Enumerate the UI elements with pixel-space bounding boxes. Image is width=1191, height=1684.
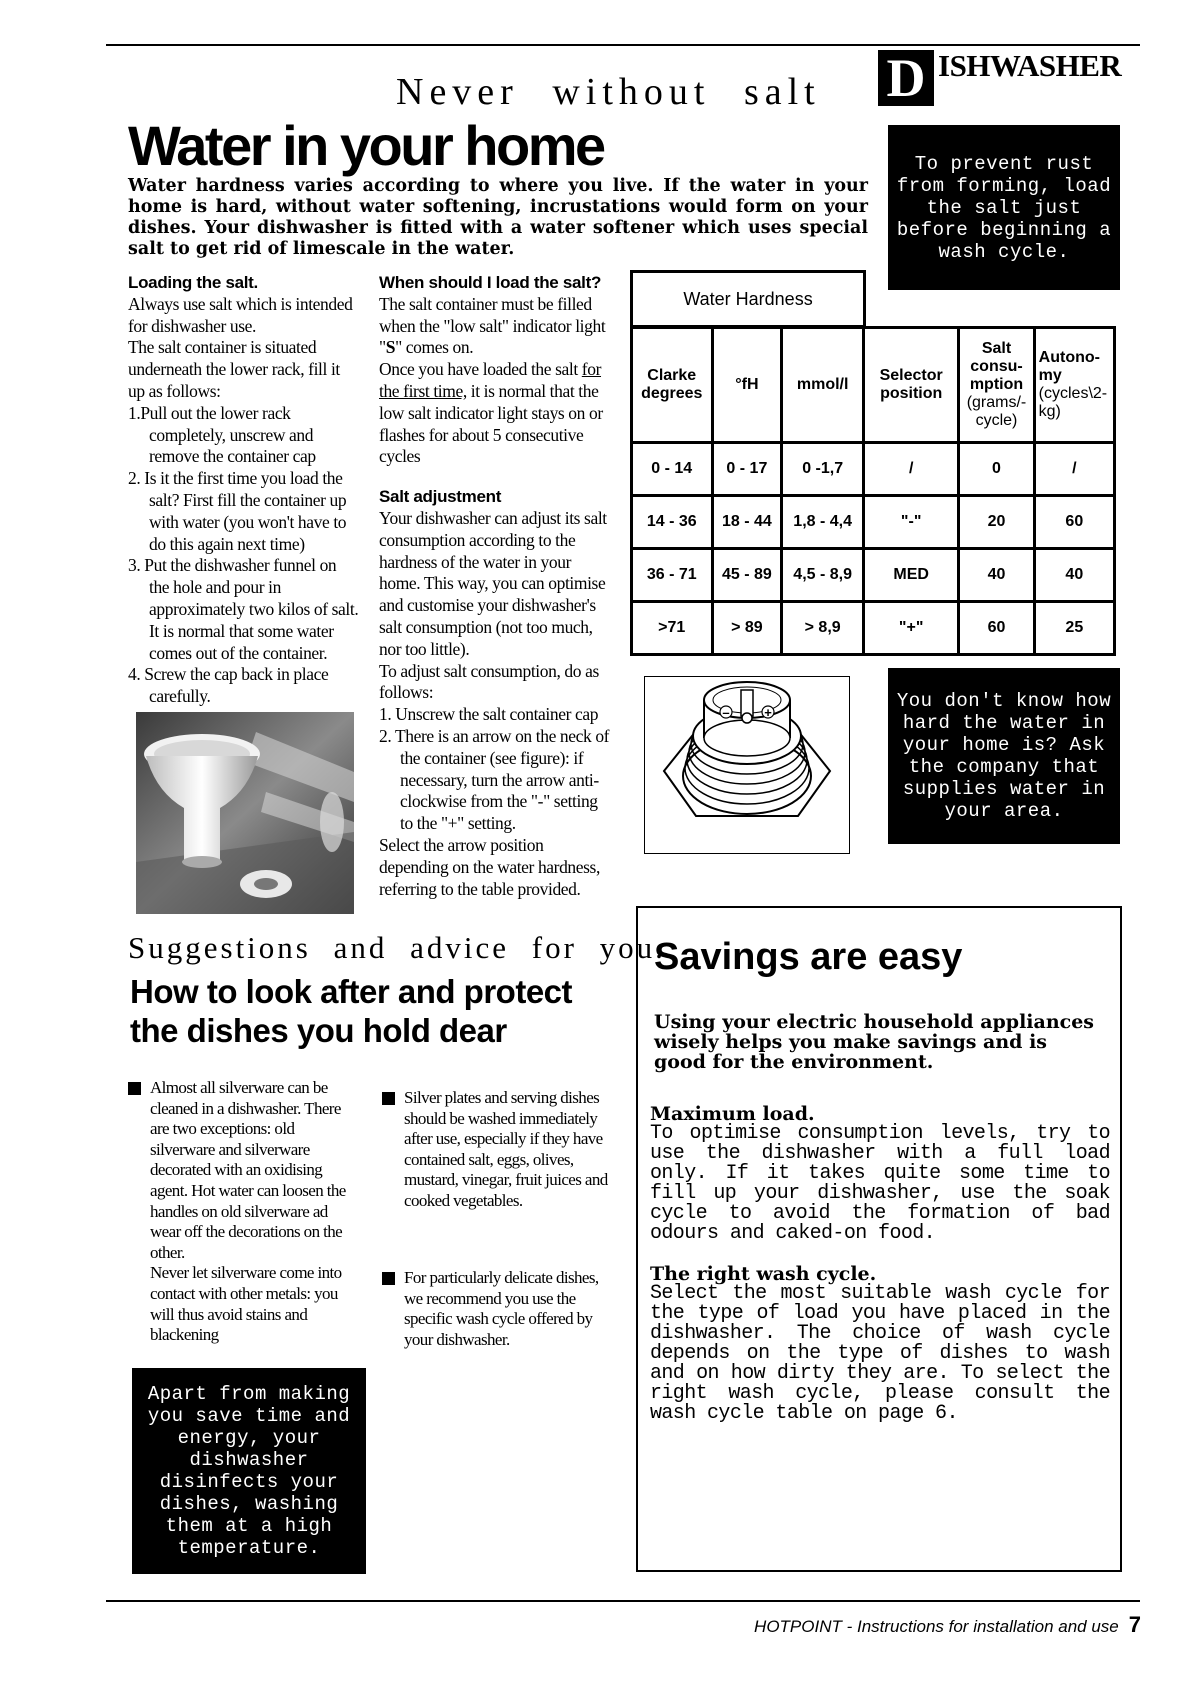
loading-p1: Always use salt which is intended for dishwasher use.	[128, 293, 353, 336]
table-cell: > 8,9	[782, 602, 864, 655]
bullet-text: For particularly delicate dishes, we recommend you use the specific wash cycle offered by your dishwasher.	[404, 1268, 599, 1349]
table-cell: 45 - 89	[712, 549, 782, 602]
footer	[754, 1612, 1141, 1638]
table-cell: 18 - 44	[712, 496, 782, 549]
adjust-heading: Salt adjustment	[379, 487, 502, 507]
silverware-bullet	[128, 1078, 360, 1346]
table-cell: /	[1034, 443, 1114, 496]
section-initial: D	[878, 50, 934, 106]
table-cell: 60	[959, 602, 1034, 655]
adjust-steps	[379, 704, 611, 835]
table-row	[632, 549, 1115, 602]
col-header: Clarke degrees	[632, 328, 713, 443]
table-cell: 36 - 71	[632, 549, 713, 602]
table-group-header: Water Hardness	[630, 270, 866, 328]
bullet-square-icon	[382, 1272, 395, 1285]
when-p1: The salt container must be filled when the "low salt" indicator light "S" comes on.	[379, 293, 606, 358]
table-cell: 14 - 36	[632, 496, 713, 549]
table-cell: 20	[959, 496, 1034, 549]
plus-mark: +	[764, 705, 772, 720]
loading-p2: The salt container is situated underneath the lower rack, fill it up as follows:	[128, 337, 340, 401]
bottom-rule	[106, 1600, 1140, 1602]
loading-heading: Loading the salt.	[128, 273, 258, 292]
max-load-heading: Maximum load.	[650, 1103, 815, 1125]
max-load-text: To optimise consumption levels, try to use the dishwasher with a full load only. If it takes quite some time to fill up your dishwasher, use the soak cycle to avoid the formation of bad odours and caked-on food.	[650, 1122, 1110, 1245]
col-header: Selector position	[864, 328, 959, 443]
when-heading: When should I load the salt?	[379, 273, 602, 292]
bullet-square-icon	[382, 1092, 395, 1105]
loading-salt-section	[128, 272, 360, 708]
table-row	[632, 443, 1115, 496]
list-item: 2. Is it the first time you load the salt? First fill the container up with water (you won't have to do this again next time)	[128, 468, 347, 554]
col-header: °fH	[712, 328, 782, 443]
savings-lead: Using your electric household appliances wisely helps you make savings and is good for the environment.	[654, 1011, 1094, 1073]
water-hardness-table	[630, 326, 1116, 656]
delicate-dishes-bullet	[382, 1268, 614, 1350]
list-item: 1. Unscrew the salt container cap	[379, 704, 599, 725]
suggestions-kicker: Suggestions and advice for you.	[128, 930, 666, 965]
note-disinfect: Apart from making you save time and energy, your dishwasher disinfects your dishes, washing them at a high temperature.	[132, 1368, 366, 1574]
adjust-p3: Select the arrow position depending on the water hardness, referring to the table provided.	[379, 834, 600, 899]
note-water-hardness: You don't know how hard the water in your home is? Ask the company that supplies water in your area.	[888, 668, 1120, 844]
table-cell: > 89	[712, 602, 782, 655]
table-cell: 60	[1034, 496, 1114, 549]
silver-plates-bullet	[382, 1088, 614, 1212]
wash-cycle-heading: The right wash cycle.	[650, 1263, 877, 1285]
list-item: 1.Pull out the lower rack completely, unscrew and remove the container cap	[128, 402, 316, 467]
table-cell: 0 -1,7	[782, 443, 864, 496]
wash-cycle-text: Select the most suitable wash cycle for the type of load you have placed in the dishwasher. The choice of wash cycle depends on the type of dishes to wash and on how dirty they are. To select the right wash cycle, please consult the wash cycle table on page 6.	[650, 1282, 1110, 1425]
bullet-text: Never let silverware come into contact with other metals: you will thus avoid stains and blackening	[150, 1263, 342, 1345]
minus-mark: –	[722, 705, 730, 720]
savings-title: Savings are easy	[654, 936, 963, 978]
table-cell: 0 - 14	[632, 443, 713, 496]
table-cell: MED	[864, 549, 959, 602]
col-header: Autono-my (cycles\2-kg)	[1034, 328, 1114, 443]
page-title: Water in your home	[128, 114, 604, 177]
top-rule	[106, 44, 1140, 46]
table-cell: 1,8 - 4,4	[782, 496, 864, 549]
list-item: 2. There is an arrow on the neck of the container (see figure): if necessary, turn the arrow anti-clockwise from the "-" setting to the "+" setting.	[379, 725, 610, 834]
table-cell: >71	[632, 602, 713, 655]
salt-funnel-photo	[136, 712, 354, 914]
bullet-square-icon	[128, 1082, 141, 1095]
suggestions-title: How to look after and protect the dishes you hold dear	[130, 973, 573, 1049]
bullet-text: Silver plates and serving dishes should be washed immediately after use, especially if they have contained salt, eggs, olives, mustard, vinegar, fruit juices and cooked vegetables.	[404, 1088, 608, 1210]
section-title: ISHWASHER	[938, 48, 1122, 83]
table-cell: 0	[959, 443, 1034, 496]
table-cell: 40	[1034, 549, 1114, 602]
table-cell: "+"	[864, 602, 959, 655]
list-item: 4. Screw the cap back in place carefully.	[128, 664, 329, 707]
page-number: 7	[1128, 1612, 1141, 1637]
adjust-p1: Your dishwasher can adjust its salt consumption according to the hardness of the water in your home. This way, you can optimise and customise your dishwasher's salt consumption (not too much, nor too little).	[379, 507, 607, 659]
savings-box	[636, 906, 1122, 1572]
table-cell: /	[864, 443, 959, 496]
table-cell: 4,5 - 8,9	[782, 549, 864, 602]
table-cell: "-"	[864, 496, 959, 549]
col-header: mmol/l	[782, 328, 864, 443]
note-prevent-rust: To prevent rust from forming, load the salt just before beginning a wash cycle.	[888, 125, 1120, 290]
adjust-p2: To adjust salt consumption, do as follows:	[379, 660, 599, 703]
table-row	[632, 602, 1115, 655]
bullet-text: Almost all silverware can be cleaned in a dishwasher. There are two exceptions: old silverware and silverware decorated with an oxidising agent. Hot water can loosen the handles on old silverware ad wear off the decorations on the other.	[150, 1078, 346, 1262]
when-p2: Once you have loaded the salt for the first time, it is normal that the low salt indicator light stays on or flashes for about 5 consecutive cycles	[379, 359, 603, 467]
col-header: Salt consu-mption (grams/-cycle)	[959, 328, 1034, 443]
footer-text: HOTPOINT - Instructions for installation and use	[754, 1617, 1119, 1636]
table-row	[632, 496, 1115, 549]
table-cell: 0 - 17	[712, 443, 782, 496]
loading-steps	[128, 403, 360, 708]
kicker: Never without salt	[396, 71, 821, 113]
intro-paragraph: Water hardness varies according to where you live. If the water in your home is hard, without water softening, incrustations would form on your dishes. Your dishwasher is fitted with a water softener which uses special salt to get rid of limescale in the water.	[128, 176, 868, 259]
when-load-section	[379, 272, 611, 900]
savings-body	[650, 1104, 1110, 1424]
table-cell: 25	[1034, 602, 1114, 655]
list-item: 3. Put the dishwasher funnel on the hole and pour in approximately two kilos of salt. It is normal that some water comes out of the container.	[128, 555, 359, 663]
salt-cap-figure	[644, 676, 850, 854]
table-cell: 40	[959, 549, 1034, 602]
